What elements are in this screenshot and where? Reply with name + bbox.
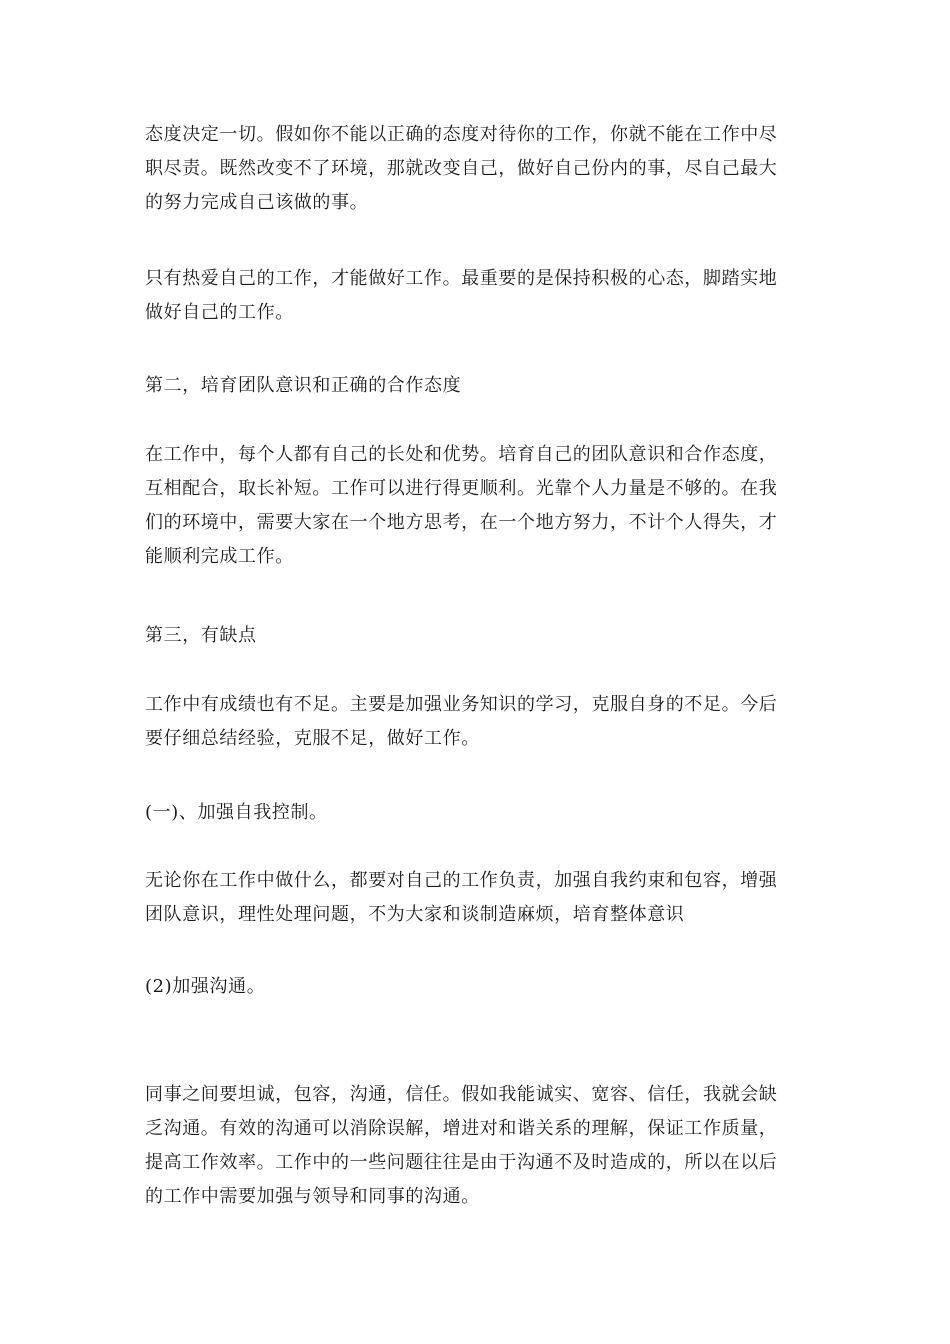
text-line: 互相配合，取长补短。工作可以进行得更顺利。光靠个人力量是不够的。在我 xyxy=(145,478,778,499)
text-line: 能顺利完成工作。 xyxy=(145,546,294,567)
text-line: 要仔细总结经验，克服不足，做好工作。 xyxy=(145,728,480,749)
paragraph-communication xyxy=(145,1078,805,1214)
text-line: 态度决定一切。假如你不能以正确的态度对待你的工作，你就不能在工作中尽 xyxy=(145,124,778,145)
heading-shortcomings xyxy=(145,619,805,653)
paragraph-attitude xyxy=(145,118,805,220)
heading-self-control xyxy=(145,796,805,830)
text-line: 们的环境中，需要大家在一个地方思考，在一个地方努力，不计个人得失，才 xyxy=(145,512,778,533)
heading-communication xyxy=(145,970,805,1004)
text-line: 职尽责。既然改变不了环境，那就改变自己，做好自己份内的事，尽自己最大 xyxy=(145,158,778,179)
paragraph-shortcomings xyxy=(145,688,805,756)
paragraph-teamwork xyxy=(145,438,805,574)
text-line: 工作中有成绩也有不足。主要是加强业务知识的学习，克服自身的不足。今后 xyxy=(145,694,778,715)
text-line: (2)加强沟通。 xyxy=(145,976,266,997)
text-line: 无论你在工作中做什么，都要对自己的工作负责，加强自我约束和包容，增强 xyxy=(145,870,778,891)
text-line: (一)、加强自我控制。 xyxy=(145,802,328,823)
text-line: 乏沟通。有效的沟通可以消除误解，增进对和谐关系的理解，保证工作质量， xyxy=(145,1118,778,1139)
text-line: 第二，培育团队意识和正确的合作态度 xyxy=(145,375,462,396)
text-line: 第三，有缺点 xyxy=(145,625,257,646)
paragraph-self-control xyxy=(145,864,805,932)
text-line: 在工作中，每个人都有自己的长处和优势。培育自己的团队意识和合作态度， xyxy=(145,444,778,465)
text-line: 的工作中需要加强与领导和同事的沟通。 xyxy=(145,1186,480,1207)
text-line: 团队意识，理性处理问题，不为大家和谈制造麻烦，培育整体意识 xyxy=(145,904,685,925)
text-line: 提高工作效率。工作中的一些问题往往是由于沟通不及时造成的，所以在以后 xyxy=(145,1152,778,1173)
text-line: 只有热爱自己的工作，才能做好工作。最重要的是保持积极的心态，脚踏实地 xyxy=(145,268,778,289)
text-line: 同事之间要坦诚，包容，沟通，信任。假如我能诚实、宽容、信任，我就会缺 xyxy=(145,1084,778,1105)
heading-teamwork xyxy=(145,369,805,403)
text-line: 的努力完成自己该做的事。 xyxy=(145,192,369,213)
paragraph-love-work xyxy=(145,262,805,330)
text-line: 做好自己的工作。 xyxy=(145,302,294,323)
